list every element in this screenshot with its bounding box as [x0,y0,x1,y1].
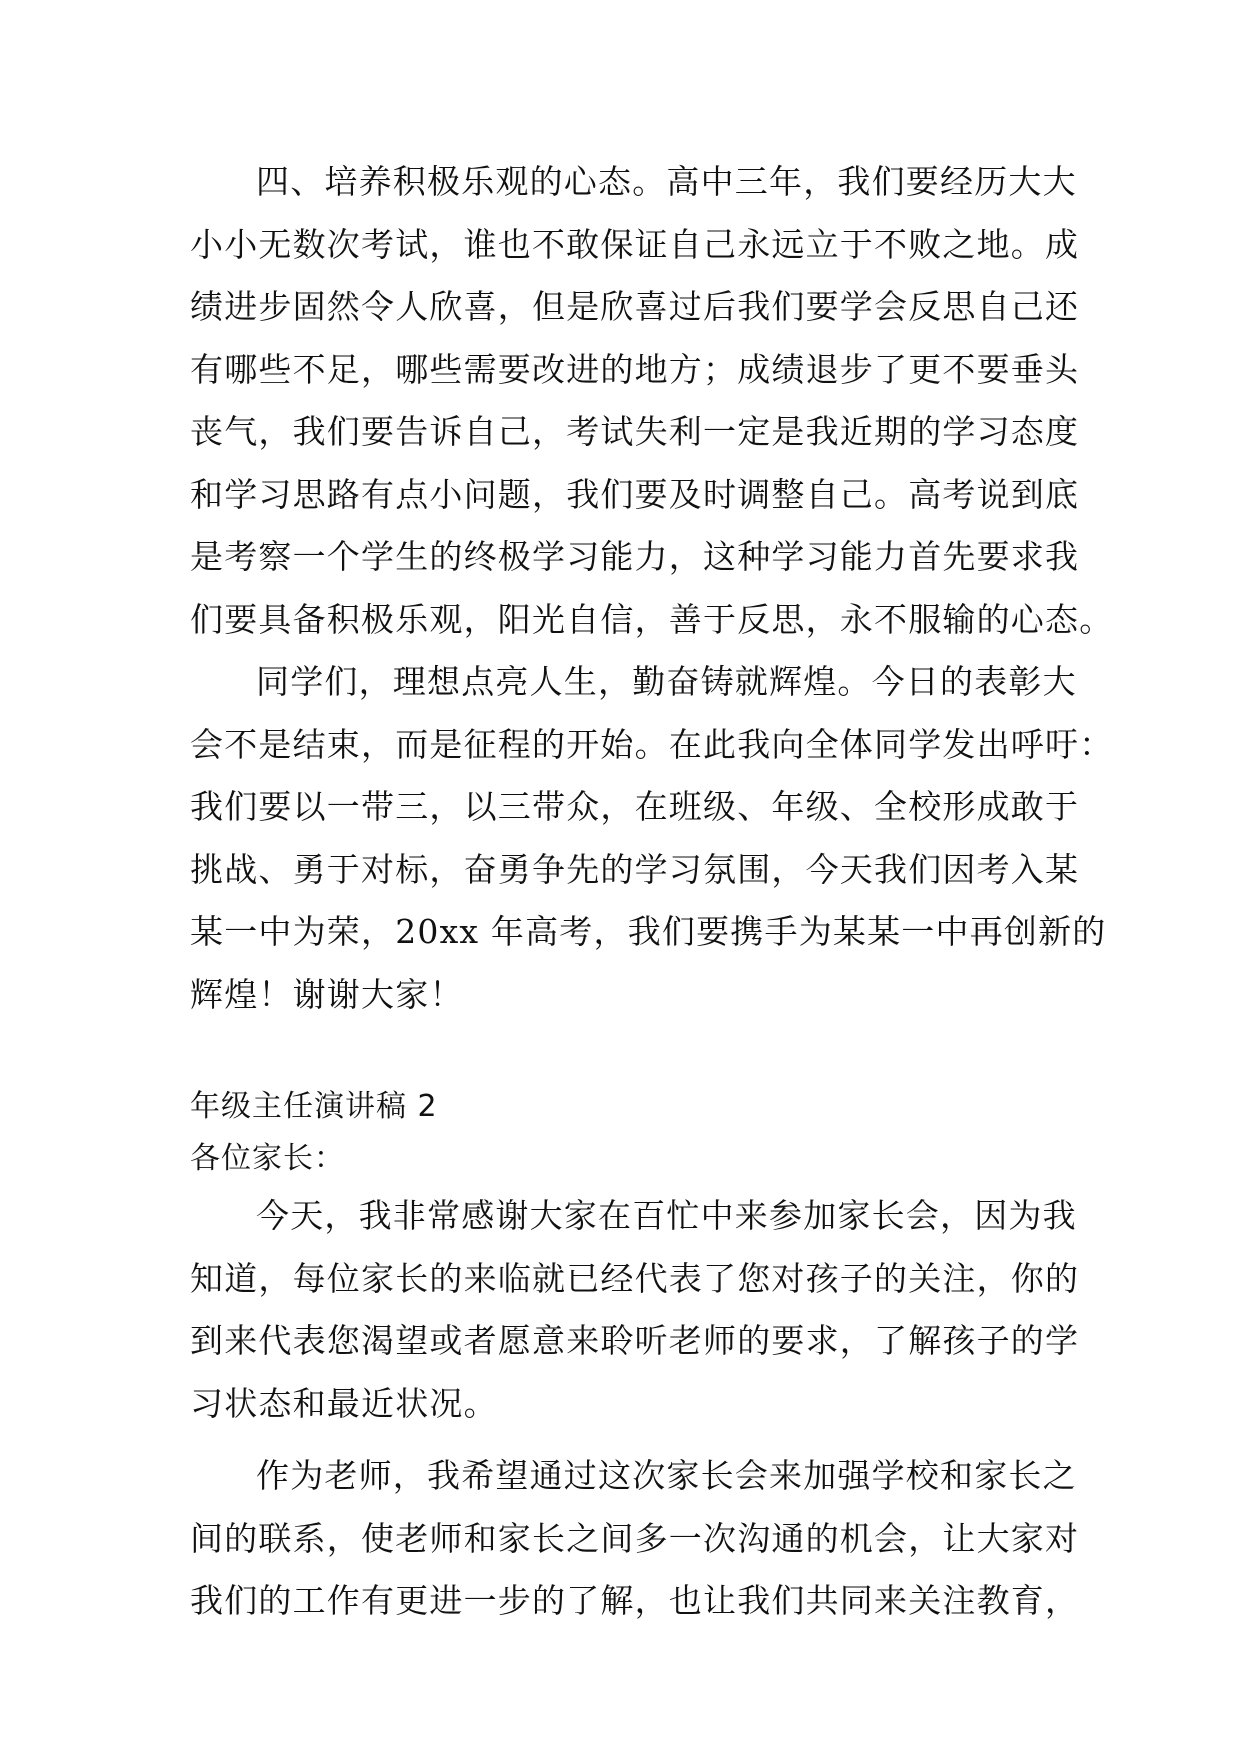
paragraph-1-line-3: 绩进步固然令人欣喜，但是欣喜过后我们要学会反思自己还 [190,287,1080,326]
paragraph-2-line-5: 某一中为荣，20xx 年高考，我们要携手为某某一中再创新的 [190,912,1107,951]
paragraph-2-line-6: 辉煌！谢谢大家！ [190,975,464,1014]
paragraph-1-line-2: 小小无数次考试，谁也不敢保证自己永远立于不败之地。成 [190,225,1080,264]
paragraph-4-line-2: 间的联系，使老师和家长之间多一次沟通的机会，让大家对 [190,1519,1080,1558]
paragraph-3-line-4: 习状态和最近状况。 [190,1384,498,1423]
paragraph-1-line-4: 有哪些不足，哪些需要改进的地方；成绩退步了更不要垂头 [190,350,1080,389]
paragraph-1-line-5: 丧气，我们要告诉自己，考试失利一定是我近期的学习态度 [190,412,1080,451]
paragraph-1-line-6: 和学习思路有点小问题，我们要及时调整自己。高考说到底 [190,475,1080,514]
paragraph-4-line-1: 作为老师，我希望通过这次家长会来加强学校和家长之 [256,1456,1077,1495]
paragraph-3-line-2: 知道，每位家长的来临就已经代表了您对孩子的关注，你的 [190,1259,1080,1298]
paragraph-3-line-3: 到来代表您渴望或者愿意来聆听老师的要求，了解孩子的学 [190,1321,1080,1360]
paragraph-3-line-1: 今天，我非常感谢大家在百忙中来参加家长会，因为我 [256,1196,1077,1235]
salutation: 各位家长： [190,1141,345,1176]
paragraph-2-line-3: 我们要以一带三，以三带众，在班级、年级、全校形成敢于 [190,787,1080,826]
document-title: 年级主任演讲稿 2 [190,1089,438,1124]
paragraph-1-line-1: 四、培养积极乐观的心态。高中三年，我们要经历大大 [256,162,1077,201]
paragraph-2-line-1: 同学们，理想点亮人生，勤奋铸就辉煌。今日的表彰大 [256,662,1077,701]
paragraph-2-line-2: 会不是结束，而是征程的开始。在此我向全体同学发出呼吁： [190,725,1114,764]
paragraph-2-line-4: 挑战、勇于对标，奋勇争先的学习氛围，今天我们因考入某 [190,850,1080,889]
paragraph-1-line-8: 们要具备积极乐观，阳光自信，善于反思，永不服输的心态。 [190,600,1114,639]
paragraph-4-line-3: 我们的工作有更进一步的了解，也让我们共同来关注教育， [190,1581,1080,1620]
paragraph-1-line-7: 是考察一个学生的终极学习能力，这种学习能力首先要求我 [190,537,1080,576]
